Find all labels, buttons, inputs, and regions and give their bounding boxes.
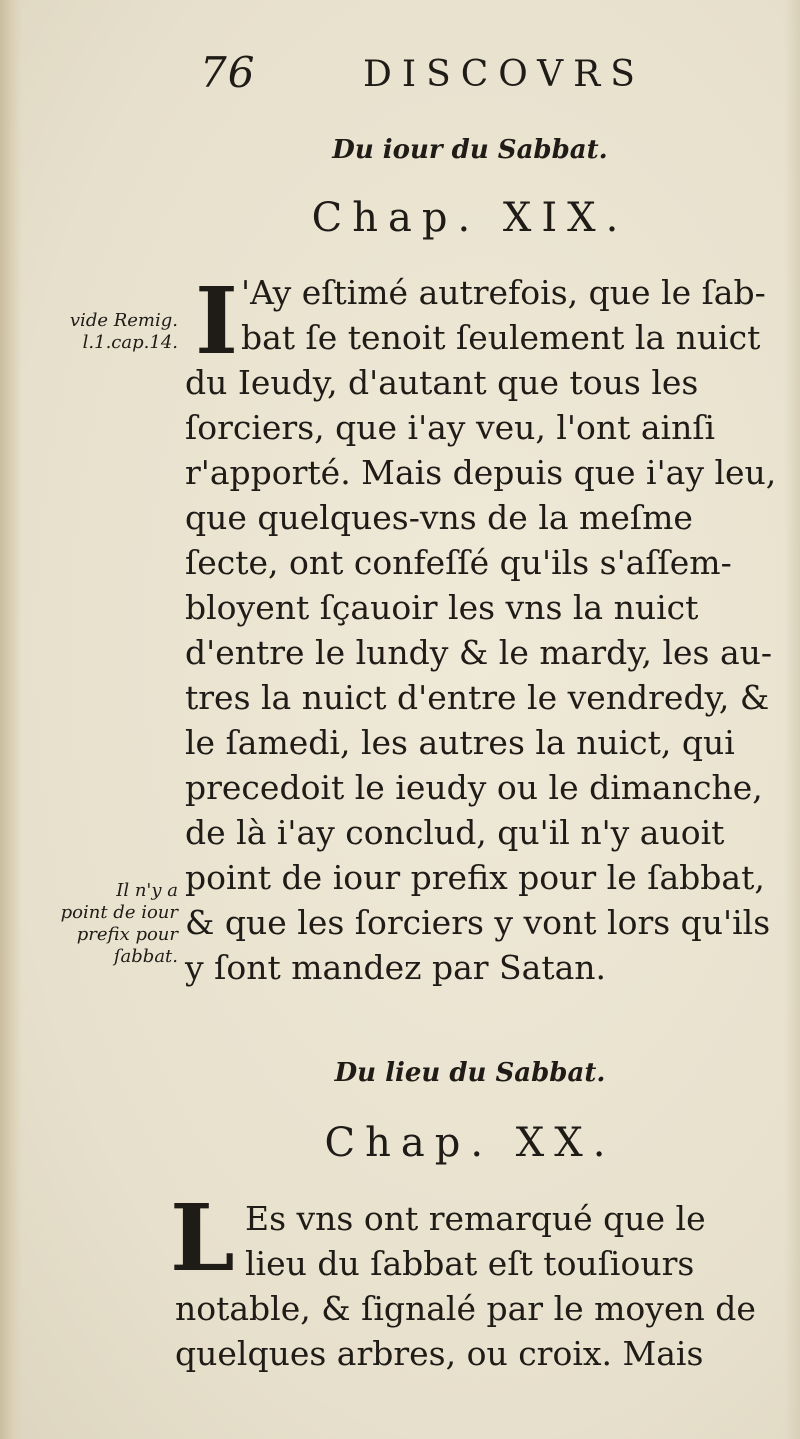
chapter-20-text	[175, 1196, 755, 1376]
text-line: precedoit le ieudy ou le dimanche,	[185, 768, 763, 807]
page-number: 76	[200, 48, 256, 97]
page-header	[195, 48, 755, 108]
margin-note-line: l.1.cap.14.	[82, 332, 178, 353]
binding-edge	[0, 0, 22, 1439]
text-line: tres la nuict d'entre le vendredy, &	[185, 678, 770, 717]
margin-note-reference	[28, 310, 178, 354]
text-line: que quelques-vns de la meſme	[185, 498, 693, 537]
page-edge	[784, 0, 800, 1439]
text-line: y ſont mandez par Satan.	[185, 948, 606, 987]
chapter-title-19: Chap. XIX.	[311, 195, 629, 241]
margin-note-prefix	[28, 880, 178, 968]
text-line: de là i'ay conclud, qu'il n'y auoit	[185, 813, 725, 852]
chapter-title-20: Chap. XX.	[324, 1120, 616, 1166]
text-line: point de iour prefix pour le ſabbat,	[185, 858, 765, 897]
margin-note-line: ſabbat.	[113, 946, 178, 967]
text-line: du Ieudy, d'autant que tous les	[185, 363, 699, 402]
text-line: 'Ay eſtimé autrefois, que le ſab-	[241, 273, 766, 312]
chapter-19-text	[185, 267, 777, 990]
text-line: & que les ſorciers y vont lors qu'ils	[185, 903, 771, 942]
drop-cap-initial: L	[170, 1184, 235, 1292]
text-line: ſorciers, que i'ay veu, l'ont ainſi	[185, 408, 716, 447]
text-line: r'apporté. Mais depuis que i'ay leu,	[185, 453, 777, 492]
section-heading-sabbath-day: Du iour du Sabbat.	[332, 135, 608, 165]
text-line: bloyent ſçauoir les vns la nuict	[185, 588, 699, 627]
text-line: le ſamedi, les autres la nuict, qui	[185, 723, 735, 762]
text-line: notable, & ſignalé par le moyen de	[175, 1289, 756, 1328]
text-line: quelques arbres, ou croix. Mais	[175, 1334, 704, 1373]
margin-note-line: point de iour	[60, 902, 178, 923]
running-head: DISCOVRS	[363, 54, 645, 95]
text-line: d'entre le lundy & le mardy, les au-	[185, 633, 773, 672]
drop-cap-initial: I	[195, 267, 239, 375]
margin-note-line: vide Remig.	[69, 310, 178, 331]
text-line: lieu du ſabbat eſt touſiours	[245, 1244, 695, 1283]
section-heading-sabbath-place: Du lieu du Sabbat.	[334, 1058, 606, 1088]
text-line: Es vns ont remarqué que le	[245, 1199, 706, 1238]
margin-note-line: Il n'y a	[116, 880, 178, 901]
text-line: bat ſe tenoit ſeulement la nuict	[241, 318, 761, 357]
margin-note-line: prefix pour	[76, 924, 178, 945]
text-line: ſecte, ont confeſſé qu'ils s'aſſem-	[185, 543, 732, 582]
